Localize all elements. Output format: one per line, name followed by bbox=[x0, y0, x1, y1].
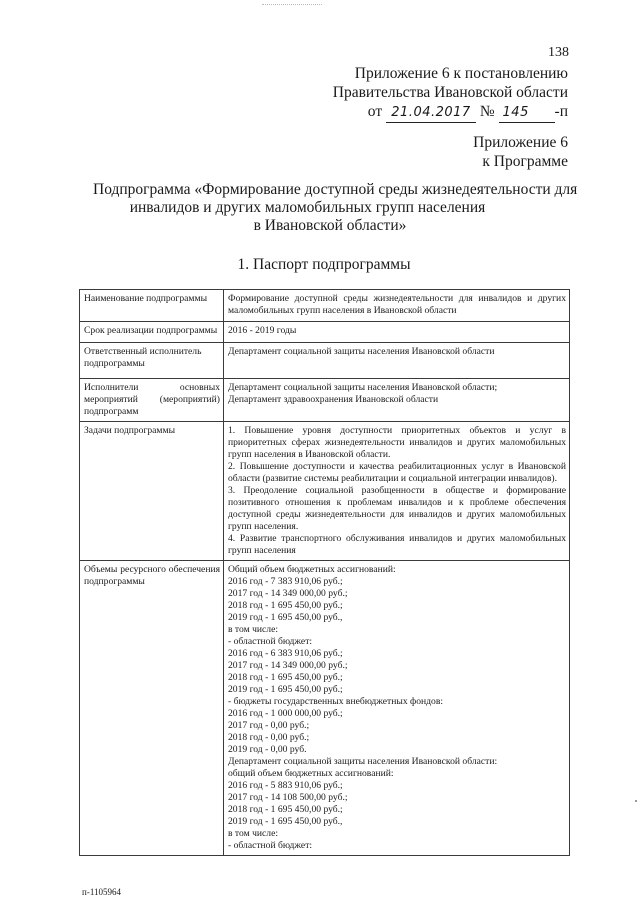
header-line-2: Правительства Ивановской области bbox=[332, 84, 568, 101]
title-line-3: в Ивановской области» bbox=[253, 217, 407, 234]
funding-line: 2016 год - 1 000 000,00 руб.; bbox=[228, 708, 343, 719]
funding-line: 2016 год - 5 883 910,06 руб.; bbox=[228, 780, 343, 791]
funding-line: 2017 год - 14 108 500,00 руб.; bbox=[228, 792, 348, 803]
decree-header bbox=[333, 64, 568, 123]
funding-line: 2018 год - 0,00 руб.; bbox=[228, 732, 310, 743]
table-row bbox=[80, 561, 570, 856]
scan-artifact bbox=[262, 4, 322, 7]
annex-line-1: Приложение 6 bbox=[473, 134, 568, 151]
funding-line: Департамент социальной защиты населения Ивановской области: bbox=[228, 756, 498, 767]
value-line: Департамент социальной защиты населения Ивановской области; bbox=[228, 382, 498, 393]
page-number: 138 bbox=[548, 45, 569, 60]
funding-line: 2018 год - 1 695 450,00 руб.; bbox=[228, 600, 343, 611]
passport-table bbox=[79, 289, 570, 856]
row-label: Наименование подпрограммы bbox=[80, 290, 224, 322]
funding-line: 2017 год - 14 349 000,00 руб.; bbox=[228, 660, 348, 671]
task-item: 3. Преодоление социальной разобщенности в обществе и формирование позитивного отношения к проблемам инвалидов и к проблеме обеспечения доступной среды жизнедеятельности для инвалидов и других маломобильных групп населения. bbox=[228, 485, 566, 532]
title-line-2: инвалидов и других маломобильных групп населения bbox=[129, 199, 486, 216]
document-title bbox=[93, 181, 578, 235]
task-item: 4. Развитие транспортного обслуживания инвалидов и других маломобильных групп населения bbox=[228, 533, 566, 556]
funding-line: 2018 год - 1 695 450,00 руб.; bbox=[228, 672, 343, 683]
table-row bbox=[80, 322, 570, 343]
row-label: Объемы ресурсного обеспечения подпрограммы bbox=[80, 561, 224, 856]
header-line-1: Приложение 6 к постановлению bbox=[354, 65, 568, 82]
task-item: 2. Повышение доступности и качества реабилитационных услуг в Ивановской области (развитие системы реабилитации и социальной интеграции инвалидов). bbox=[228, 461, 566, 484]
row-label: Ответственный исполнитель подпрограммы bbox=[80, 343, 224, 379]
funding-line: 2018 год - 1 695 450,00 руб.; bbox=[228, 804, 343, 815]
row-value: 2016 - 2019 годы bbox=[224, 322, 570, 343]
funding-line: 2019 год - 1 695 450,00 руб., bbox=[228, 612, 343, 623]
row-value bbox=[224, 561, 570, 856]
annex-line-2: к Программе bbox=[482, 153, 568, 170]
row-label: Исполнители основных мероприятий (мероприятий) подпрограмм bbox=[80, 379, 224, 422]
funding-line: 2016 год - 6 383 910,06 руб.; bbox=[228, 648, 343, 659]
row-value bbox=[224, 379, 570, 422]
row-value bbox=[224, 422, 570, 561]
funding-line: общий объем бюджетных ассигнований: bbox=[228, 768, 394, 779]
funding-line: 2019 год - 1 695 450,00 руб., bbox=[228, 816, 343, 827]
decree-reference bbox=[333, 102, 568, 123]
funding-line: 2019 год - 1 695 450,00 руб.; bbox=[228, 684, 343, 695]
table-row bbox=[80, 422, 570, 561]
funding-line: в том числе: bbox=[228, 624, 279, 635]
row-value: Департамент социальной защиты населения Ивановской области bbox=[224, 343, 570, 379]
document-code: п-1105964 bbox=[82, 887, 121, 897]
row-value: Формирование доступной среды жизнедеятельности для инвалидов и других маломобильных групп населения в Ивановской области bbox=[224, 290, 570, 322]
funding-line: 2017 год - 0,00 руб.; bbox=[228, 720, 310, 731]
funding-line: - областной бюджет: bbox=[228, 840, 313, 851]
section-title: 1. Паспорт подпрограммы bbox=[237, 256, 411, 273]
decree-date: 21.04.2017 bbox=[386, 103, 476, 123]
funding-line: - областной бюджет: bbox=[228, 636, 313, 647]
table-row bbox=[80, 290, 570, 322]
funding-line: 2019 год - 0,00 руб. bbox=[228, 744, 307, 755]
row-label: Задачи подпрограммы bbox=[80, 422, 224, 561]
funding-line: в том числе: bbox=[228, 828, 279, 839]
funding-line: 2016 год - 7 383 910,06 руб.; bbox=[228, 576, 343, 587]
number-prefix: № bbox=[479, 103, 495, 120]
title-line-1: Подпрограмма «Формирование доступной среды жизнедеятельности для bbox=[93, 181, 578, 198]
funding-line: 2017 год - 14 349 000,00 руб.; bbox=[228, 588, 348, 599]
table-row bbox=[80, 343, 570, 379]
number-suffix: -п bbox=[554, 103, 568, 120]
funding-line: Общий объем бюджетных ассигнований: bbox=[228, 564, 396, 575]
annex-header bbox=[473, 133, 568, 171]
row-label: Срок реализации подпрограммы bbox=[80, 322, 224, 343]
funding-line: - бюджеты государственных внебюджетных фондов: bbox=[228, 696, 444, 707]
date-prefix: от bbox=[367, 103, 383, 120]
value-line: Департамент здравоохранения Ивановской области bbox=[228, 394, 439, 405]
decree-number: 145 bbox=[499, 103, 555, 123]
table-row bbox=[80, 379, 570, 422]
scan-artifact bbox=[635, 800, 637, 802]
task-item: 1. Повышение уровня доступности приоритетных объектов и услуг в приоритетных сферах жизнедеятельности инвалидов и других маломобильных групп населения в Ивановской области. bbox=[228, 425, 566, 460]
